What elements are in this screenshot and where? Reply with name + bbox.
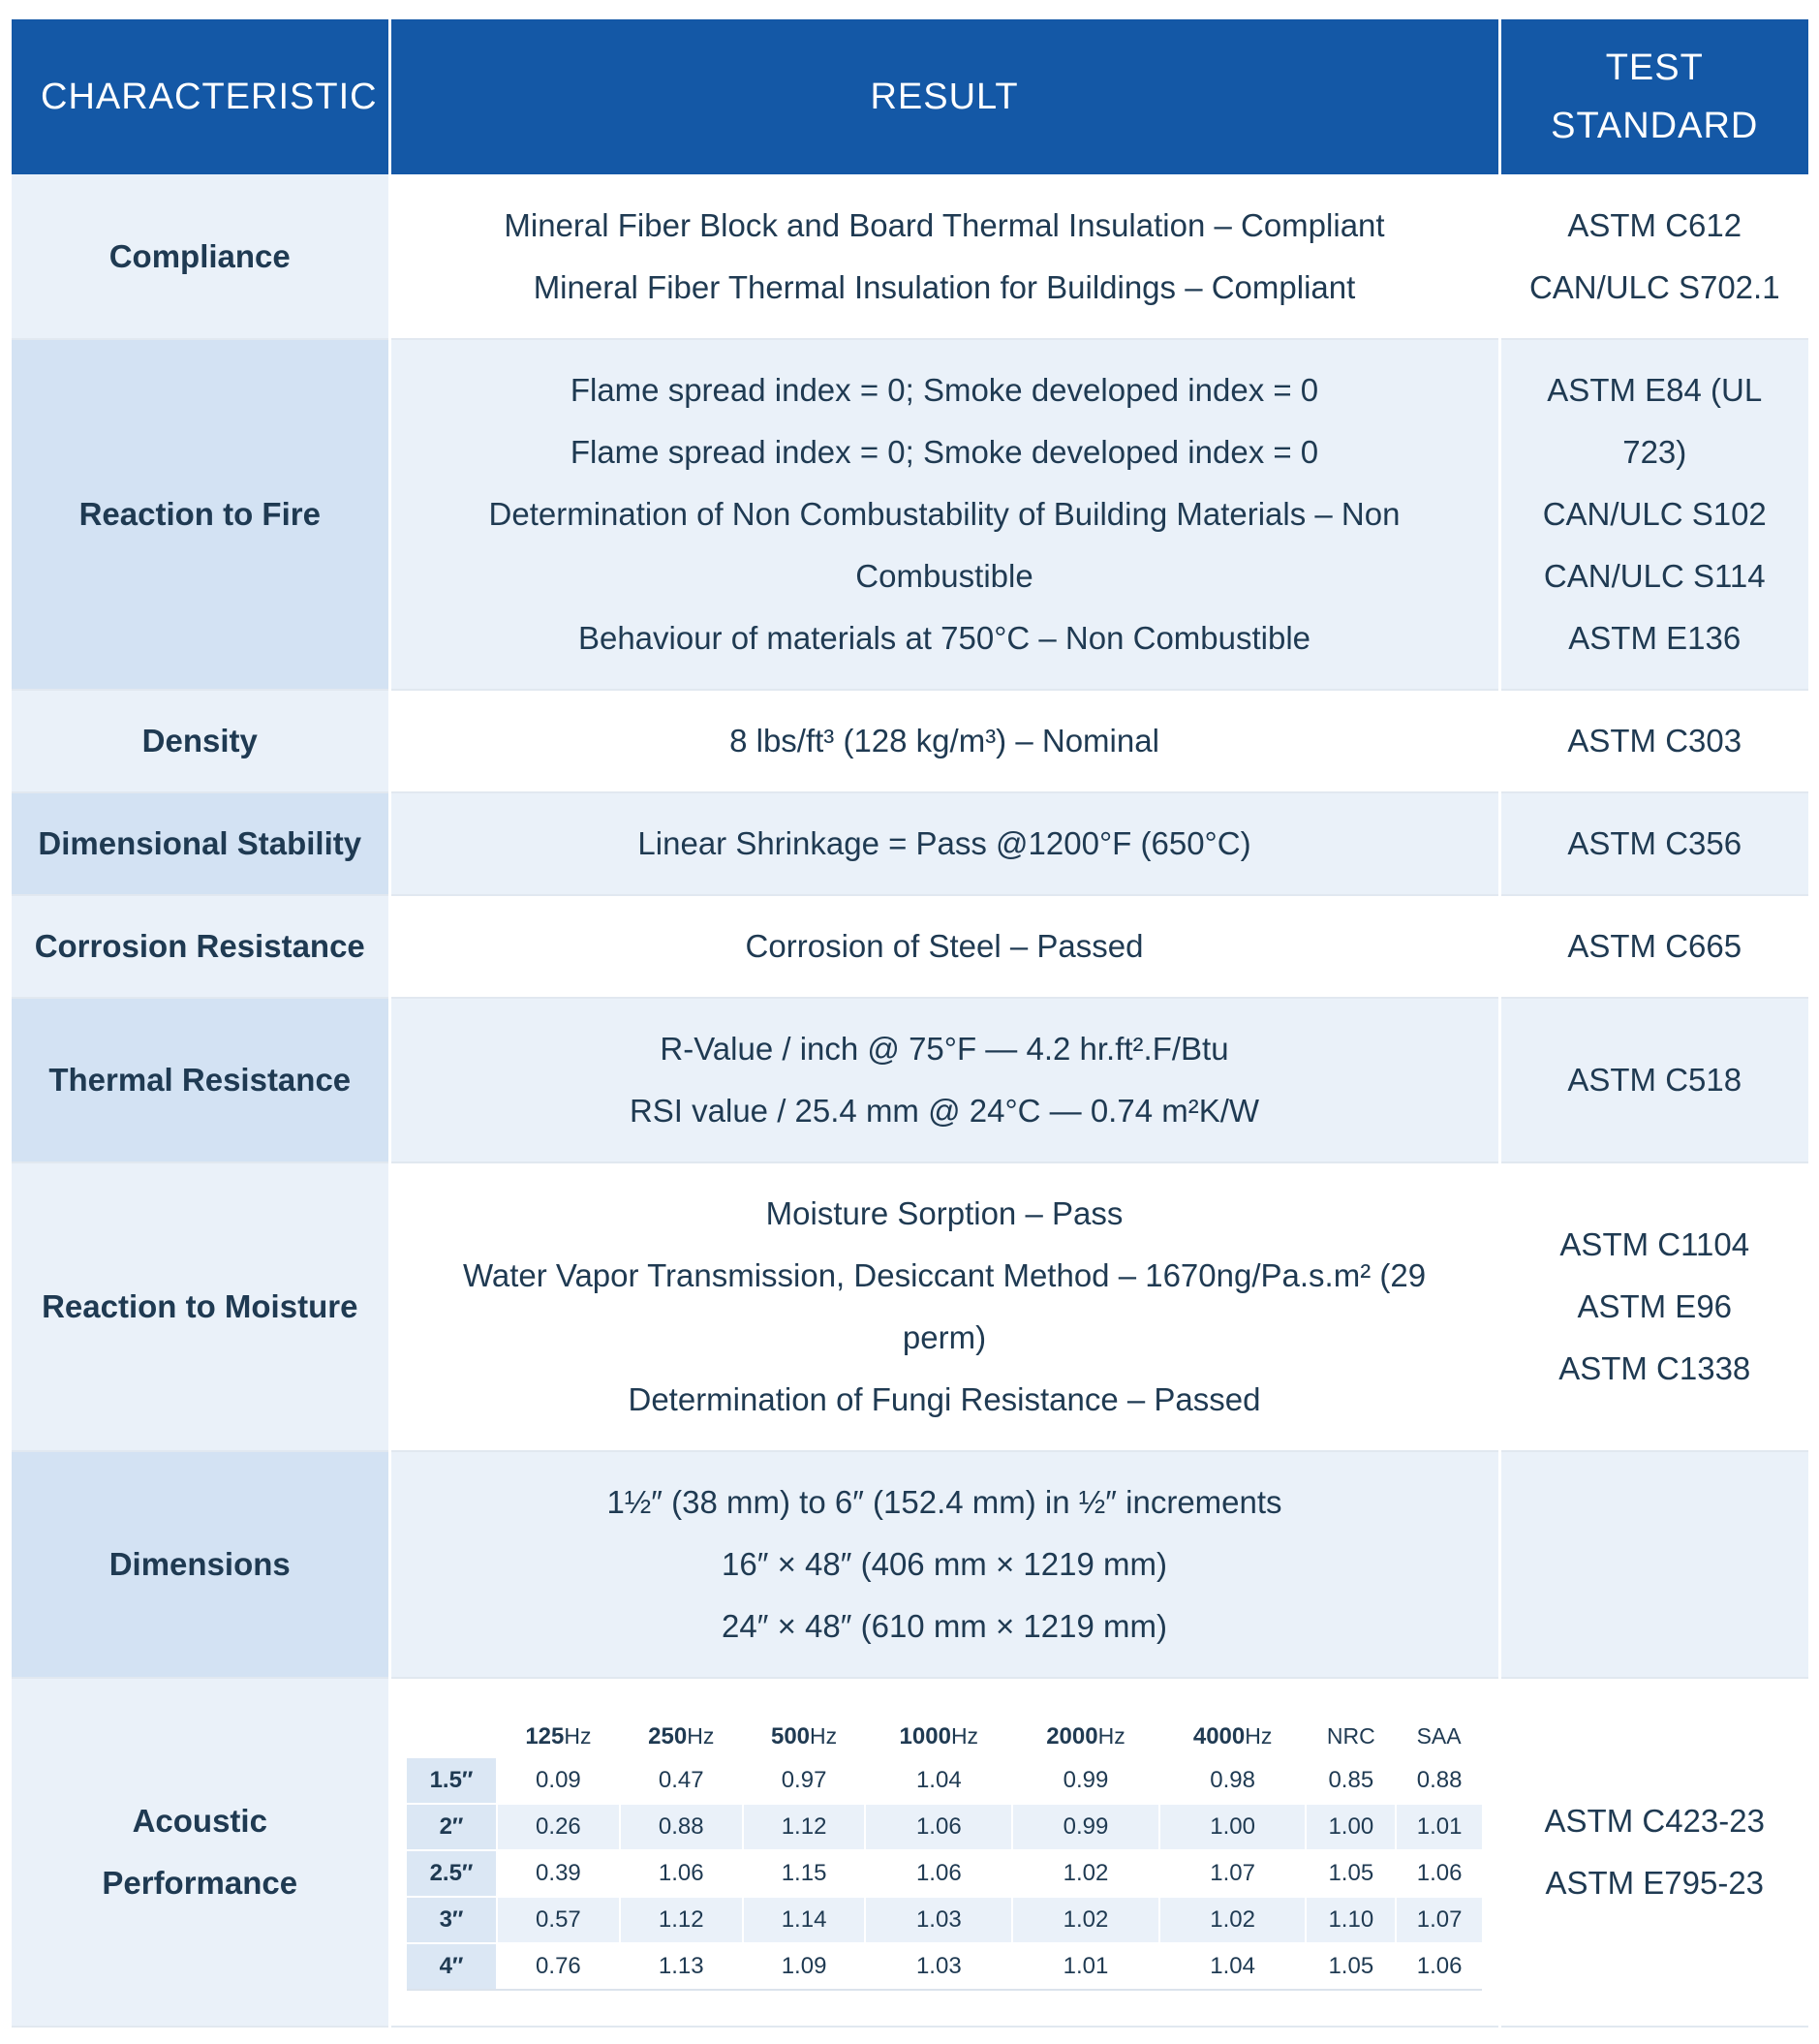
result-cell <box>389 895 1499 998</box>
standard-cell <box>1499 895 1808 998</box>
table-row-reaction-to-moisture <box>12 1162 1808 1451</box>
result-line: Corrosion of Steel – Passed <box>745 928 1144 964</box>
acoustic-value-cell: 0.76 <box>497 1943 620 1990</box>
result-line: R-Value / inch @ 75°F — 4.2 hr.ft².F/Btu <box>660 1031 1229 1067</box>
column-unit: Hz <box>564 1722 592 1749</box>
column-unit: Hz <box>810 1722 838 1749</box>
standard-cell <box>1499 1162 1808 1451</box>
result-cell <box>389 174 1499 339</box>
header-result: RESULT <box>389 19 1499 174</box>
acoustic-value-cell: 1.06 <box>865 1804 1012 1850</box>
standard-cell <box>1499 998 1808 1162</box>
standard-line: ASTM C1104 <box>1559 1226 1750 1262</box>
standard-line: 723) <box>1622 434 1687 470</box>
acoustic-value-cell: 1.06 <box>865 1850 1012 1897</box>
column-frequency: 500 <box>770 1722 811 1750</box>
acoustic-value-cell: 0.98 <box>1159 1758 1307 1804</box>
characteristic-cell: Density <box>12 690 389 792</box>
result-line: Flame spread index = 0; Smoke developed index = 0 <box>570 434 1319 470</box>
acoustic-value-cell: 1.09 <box>743 1943 866 1990</box>
acoustic-row <box>407 1850 1482 1897</box>
standard-line: CAN/ULC S102 <box>1542 496 1767 532</box>
column-unit: Hz <box>1097 1722 1125 1749</box>
table-row-dimensional-stability <box>12 792 1808 895</box>
acoustic-value-cell: 1.06 <box>620 1850 743 1897</box>
standard-line: ASTM C356 <box>1567 825 1742 861</box>
acoustic-value-cell: 1.02 <box>1012 1897 1159 1943</box>
header-test-standard-line1: TEST <box>1605 47 1704 88</box>
result-cell <box>389 690 1499 792</box>
acoustic-value-cell: 1.06 <box>1396 1850 1482 1897</box>
acoustic-value-cell: 0.39 <box>497 1850 620 1897</box>
result-cell <box>389 1678 1499 2027</box>
column-frequency: 250 <box>648 1722 688 1750</box>
standard-line: CAN/ULC S702.1 <box>1528 268 1780 305</box>
acoustic-row <box>407 1943 1482 1990</box>
table-row-corrosion-resistance <box>12 895 1808 998</box>
table-row-density <box>12 690 1808 792</box>
result-cell <box>389 1162 1499 1451</box>
standard-line: ASTM E84 (UL <box>1547 372 1763 408</box>
acoustic-value-cell: 0.09 <box>497 1758 620 1804</box>
standard-line: ASTM C423-23 <box>1544 1803 1765 1839</box>
result-cell <box>389 1451 1499 1678</box>
acoustic-table <box>407 1715 1482 1991</box>
acoustic-value-cell: 1.10 <box>1306 1897 1396 1943</box>
table-row-thermal-resistance <box>12 998 1808 1162</box>
acoustic-value-cell: 1.03 <box>865 1943 1012 1990</box>
acoustic-thickness-cell: 3″ <box>407 1897 497 1943</box>
acoustic-value-cell: 0.85 <box>1306 1758 1396 1804</box>
standard-line: ASTM C518 <box>1567 1062 1742 1098</box>
acoustic-thickness-cell: 1.5″ <box>407 1758 497 1804</box>
result-cell <box>389 998 1499 1162</box>
acoustic-row <box>407 1897 1482 1943</box>
acoustic-value-cell: 0.88 <box>1396 1758 1482 1804</box>
header-row <box>12 19 1808 174</box>
acoustic-column-header <box>1306 1715 1396 1758</box>
characteristic-cell: Dimensional Stability <box>12 792 389 895</box>
result-line: Mineral Fiber Block and Board Thermal Insulation – Compliant <box>504 206 1385 243</box>
acoustic-column-header <box>620 1715 743 1758</box>
acoustic-header-row <box>407 1715 1482 1758</box>
column-frequency: 4000 <box>1192 1722 1246 1750</box>
acoustic-value-cell: 0.97 <box>743 1758 866 1804</box>
acoustic-thickness-cell: 2.5″ <box>407 1850 497 1897</box>
standard-line: ASTM C1338 <box>1558 1350 1751 1386</box>
standard-line: ASTM C303 <box>1567 723 1742 759</box>
spec-table-container <box>12 19 1808 2028</box>
column-unit: Hz <box>950 1722 979 1749</box>
standard-line: ASTM E136 <box>1568 620 1742 656</box>
result-line: 24″ × 48″ (610 mm × 1219 mm) <box>722 1608 1167 1644</box>
result-line: Behaviour of materials at 750°C – Non Combustible <box>577 620 1311 656</box>
header-test-standard <box>1499 19 1808 174</box>
result-line: Linear Shrinkage = Pass @1200°F (650°C) <box>637 825 1251 861</box>
result-line: Moisture Sorption – Pass <box>765 1195 1124 1231</box>
column-unit: Hz <box>1245 1722 1273 1749</box>
column-unit: NRC <box>1326 1723 1375 1749</box>
result-line: Determination of Fungi Resistance – Passed <box>628 1381 1261 1417</box>
result-line: Mineral Fiber Thermal Insulation for Buildings – Compliant <box>533 268 1356 305</box>
acoustic-value-cell: 1.02 <box>1012 1850 1159 1897</box>
acoustic-value-cell: 1.04 <box>865 1758 1012 1804</box>
acoustic-value-cell: 0.99 <box>1012 1804 1159 1850</box>
standard-line: CAN/ULC S114 <box>1543 558 1766 594</box>
acoustic-value-cell: 1.01 <box>1396 1804 1482 1850</box>
result-cell <box>389 339 1499 690</box>
table-row-reaction-to-fire <box>12 339 1808 690</box>
standard-line: ASTM C612 <box>1567 206 1742 243</box>
acoustic-value-cell: 1.12 <box>620 1897 743 1943</box>
characteristic-cell: Reaction to Moisture <box>12 1162 389 1451</box>
result-line: Determination of Non Combustability of Building Materials – Non <box>488 496 1401 532</box>
characteristic-cell: Corrosion Resistance <box>12 895 389 998</box>
table-row-dimensions <box>12 1451 1808 1678</box>
acoustic-row <box>407 1804 1482 1850</box>
acoustic-value-cell: 0.47 <box>620 1758 743 1804</box>
acoustic-value-cell: 1.06 <box>1396 1943 1482 1990</box>
acoustic-value-cell: 1.13 <box>620 1943 743 1990</box>
standard-cell <box>1499 1451 1808 1678</box>
acoustic-value-cell: 1.07 <box>1396 1897 1482 1943</box>
result-cell <box>389 792 1499 895</box>
result-line: 8 lbs/ft³ (128 kg/m³) – Nominal <box>729 723 1159 759</box>
characteristic-cell: Compliance <box>12 174 389 339</box>
acoustic-value-cell: 1.01 <box>1012 1943 1159 1990</box>
result-line: Combustible <box>855 558 1033 594</box>
acoustic-thickness-cell: 4″ <box>407 1943 497 1990</box>
acoustic-value-cell: 1.05 <box>1306 1943 1396 1990</box>
acoustic-value-cell: 1.12 <box>743 1804 866 1850</box>
table-row-acoustic-performance <box>12 1678 1808 2027</box>
standard-line: ASTM C665 <box>1567 928 1742 964</box>
table-row-compliance <box>12 174 1808 339</box>
acoustic-value-cell: 1.15 <box>743 1850 866 1897</box>
result-line: perm) <box>902 1319 987 1355</box>
acoustic-column-header <box>1012 1715 1159 1758</box>
characteristic-line: Acoustic <box>132 1803 267 1839</box>
result-line: 1½″ (38 mm) to 6″ (152.4 mm) in ½″ increments <box>606 1484 1282 1520</box>
acoustic-column-header <box>743 1715 866 1758</box>
column-unit: Hz <box>687 1722 715 1749</box>
acoustic-column-header <box>497 1715 620 1758</box>
acoustic-value-cell: 1.05 <box>1306 1850 1396 1897</box>
acoustic-value-cell: 1.00 <box>1306 1804 1396 1850</box>
acoustic-corner-cell <box>407 1715 497 1758</box>
acoustic-column-header <box>1396 1715 1482 1758</box>
column-frequency: 1000 <box>899 1722 951 1750</box>
acoustic-value-cell: 0.57 <box>497 1897 620 1943</box>
standard-line: ASTM E96 <box>1577 1288 1733 1324</box>
acoustic-value-cell: 1.03 <box>865 1897 1012 1943</box>
acoustic-value-cell: 0.88 <box>620 1804 743 1850</box>
standard-cell <box>1499 690 1808 792</box>
characteristic-cell: Thermal Resistance <box>12 998 389 1162</box>
acoustic-value-cell: 1.00 <box>1159 1804 1307 1850</box>
acoustic-thickness-cell: 2″ <box>407 1804 497 1850</box>
acoustic-column-header <box>865 1715 1012 1758</box>
standard-cell <box>1499 792 1808 895</box>
characteristic-cell <box>12 1678 389 2027</box>
acoustic-value-cell: 1.04 <box>1159 1943 1307 1990</box>
result-line: 16″ × 48″ (406 mm × 1219 mm) <box>722 1546 1167 1582</box>
result-line: Water Vapor Transmission, Desiccant Method – 1670ng/Pa.s.m² (29 <box>462 1257 1427 1293</box>
column-frequency: 2000 <box>1046 1722 1098 1750</box>
acoustic-value-cell: 0.99 <box>1012 1758 1159 1804</box>
characteristic-line: Performance <box>102 1865 298 1901</box>
result-line: Flame spread index = 0; Smoke developed index = 0 <box>570 372 1319 408</box>
characteristic-cell: Reaction to Fire <box>12 339 389 690</box>
header-test-standard-line2: STANDARD <box>1551 106 1759 146</box>
acoustic-column-header <box>1159 1715 1307 1758</box>
standard-cell <box>1499 174 1808 339</box>
acoustic-value-cell: 1.02 <box>1159 1897 1307 1943</box>
result-line: RSI value / 25.4 mm @ 24°C — 0.74 m²K/W <box>629 1093 1260 1129</box>
standard-cell <box>1499 339 1808 690</box>
acoustic-value-cell: 1.14 <box>743 1897 866 1943</box>
header-characteristic: CHARACTERISTIC <box>12 19 389 174</box>
acoustic-value-cell: 1.07 <box>1159 1850 1307 1897</box>
acoustic-row <box>407 1758 1482 1804</box>
standard-line: ASTM E795-23 <box>1545 1865 1765 1901</box>
characteristic-cell: Dimensions <box>12 1451 389 1678</box>
column-unit: SAA <box>1416 1723 1462 1749</box>
standard-cell <box>1499 1678 1808 2027</box>
column-frequency: 125 <box>525 1722 565 1750</box>
acoustic-value-cell: 0.26 <box>497 1804 620 1850</box>
spec-table <box>12 19 1808 2028</box>
